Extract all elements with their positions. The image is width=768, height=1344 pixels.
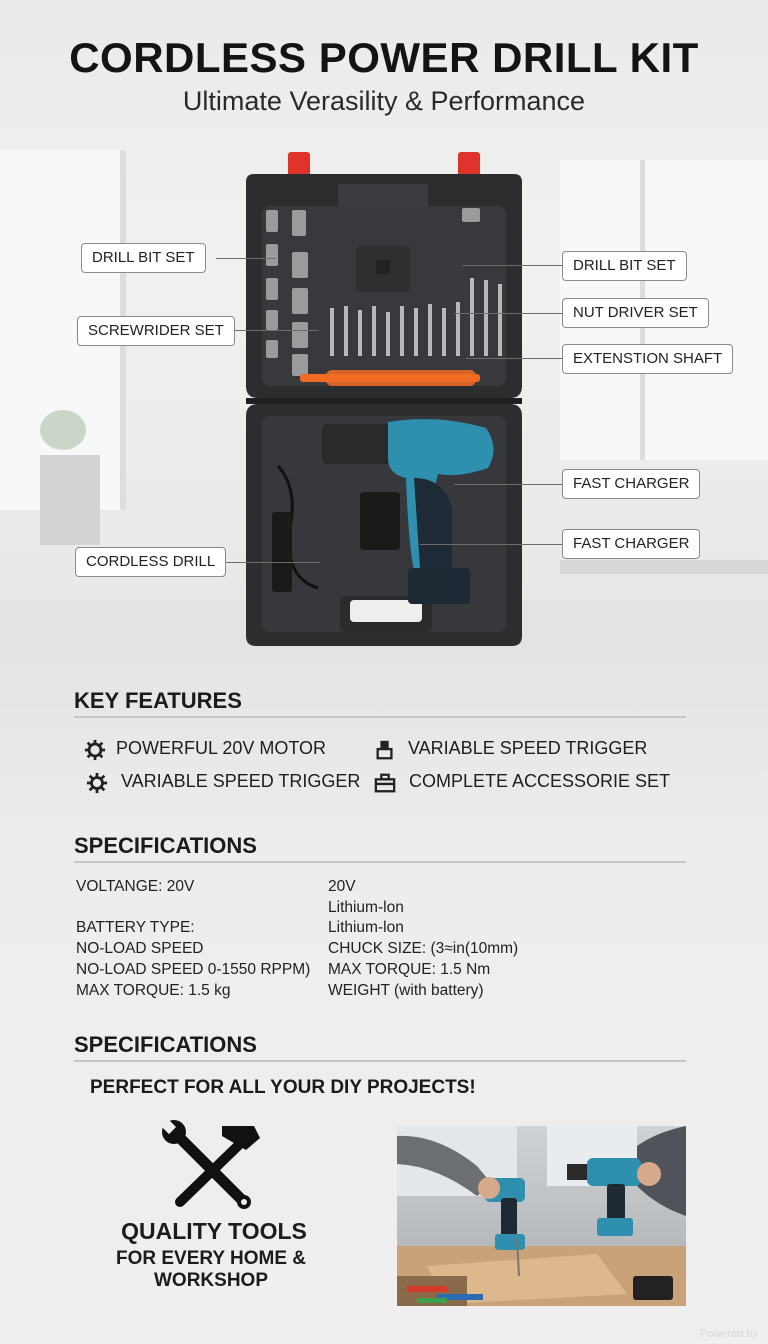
trigger-icon: [374, 739, 396, 761]
leader-line: [454, 313, 562, 314]
spec-right-row: CHUCK SIZE: (3≈in(10mm): [328, 940, 519, 957]
specifications-heading: SPECIFICATIONS: [74, 833, 257, 858]
callout-cordless-drill: CORDLESS DRILL: [75, 547, 226, 577]
gear-icon: [84, 739, 106, 761]
key-features-heading: KEY FEATURES: [74, 688, 242, 713]
gear-icon: [86, 772, 108, 794]
wrench-hammer-icon: [160, 1120, 262, 1210]
spec-right-row: WEIGHT (with battery): [328, 982, 484, 999]
quality-tools-subtitle: FOR EVERY HOME & WORKSHOP: [115, 1248, 307, 1291]
product-infographic: CORDLESS POWER DRILL KIT Ultimate Verasility & Performance DRILL BIT SET SCREWRIDER SET CORDLESS DRILL DRILL BIT SET NUT DRIVER SET EXTENSTION SHAFT FAST CHARGER FAST CHARGER KEY FEATURES POWERFUL 20V MOTOR VARIABLE SPEED TRIGGER VARIABLE SPEED TRIGGER COMPLETE ACCESSORIE SET SPECIFICATIONS VOLTANGE: 20V BATTERY TYPE: NO-LOAD SPEED NO-LOAD SPEED 0-1550 RPPM) MAX TORQUE: 1.5 kg 20V Lithium-lon Lithium-lon CHUCK SIZE: (3≈in(10mm) MAX TORQUE: 1.5 Nm WEIGHT (with battery) SPECIFICATIONS PERFECT FOR ALL YOUR DIY PROJECTS! QUALITY TOOLS FOR EVERY HOME & WORKSHOP Powered by: [0, 0, 768, 1344]
divider: [74, 716, 686, 718]
toolbox-icon: [374, 772, 396, 794]
spec-right-row: 20V: [328, 878, 356, 895]
diy-heading: SPECIFICATIONS: [74, 1032, 257, 1057]
spec-right-row: Lithium-lon: [328, 919, 404, 936]
spec-left-row: MAX TORQUE: 1.5 kg: [76, 982, 231, 999]
quality-tools-title: QUALITY TOOLS: [121, 1218, 307, 1244]
drill-chuck: [322, 424, 394, 464]
divider: [74, 1060, 686, 1062]
callout-screwdriver-set: SCREWRIDER SET: [77, 316, 235, 346]
page-subtitle: Ultimate Verasility & Performance: [182, 86, 586, 116]
spec-right-row: MAX TORQUE: 1.5 Nm: [328, 961, 491, 978]
callout-drill-bit-set-left: DRILL BIT SET: [81, 243, 206, 273]
leader-line: [454, 484, 562, 485]
leader-line: [420, 544, 562, 545]
diy-tagline: PERFECT FOR ALL YOUR DIY PROJECTS!: [90, 1077, 476, 1098]
spec-right-row: Lithium-lon: [328, 899, 404, 916]
leader-line: [466, 358, 562, 359]
leader-line: [462, 265, 562, 266]
callout-drill-bit-set-right: DRILL BIT SET: [562, 251, 687, 281]
spec-left-row: BATTERY TYPE:: [76, 919, 195, 936]
workshop-photo: [397, 1126, 686, 1306]
callout-extension-shaft: EXTENSTION SHAFT: [562, 344, 733, 374]
callout-fast-charger-2: FAST CHARGER: [562, 529, 700, 559]
divider: [74, 861, 686, 863]
callout-fast-charger-1: FAST CHARGER: [562, 469, 700, 499]
drill-case-image: [238, 148, 530, 648]
battery-pack: [408, 568, 470, 604]
watermark: Powered by: [699, 1328, 758, 1340]
spec-left-row: VOLTANGE: 20V: [76, 878, 195, 895]
spec-left-row: NO-LOAD SPEED 0-1550 RPPM): [76, 961, 311, 978]
callout-nut-driver-set: NUT DRIVER SET: [562, 298, 709, 328]
page-title: CORDLESS POWER DRILL KIT: [69, 34, 699, 81]
spec-left-row: NO-LOAD SPEED: [76, 940, 204, 957]
charger: [360, 492, 400, 550]
leader-line: [216, 258, 276, 259]
